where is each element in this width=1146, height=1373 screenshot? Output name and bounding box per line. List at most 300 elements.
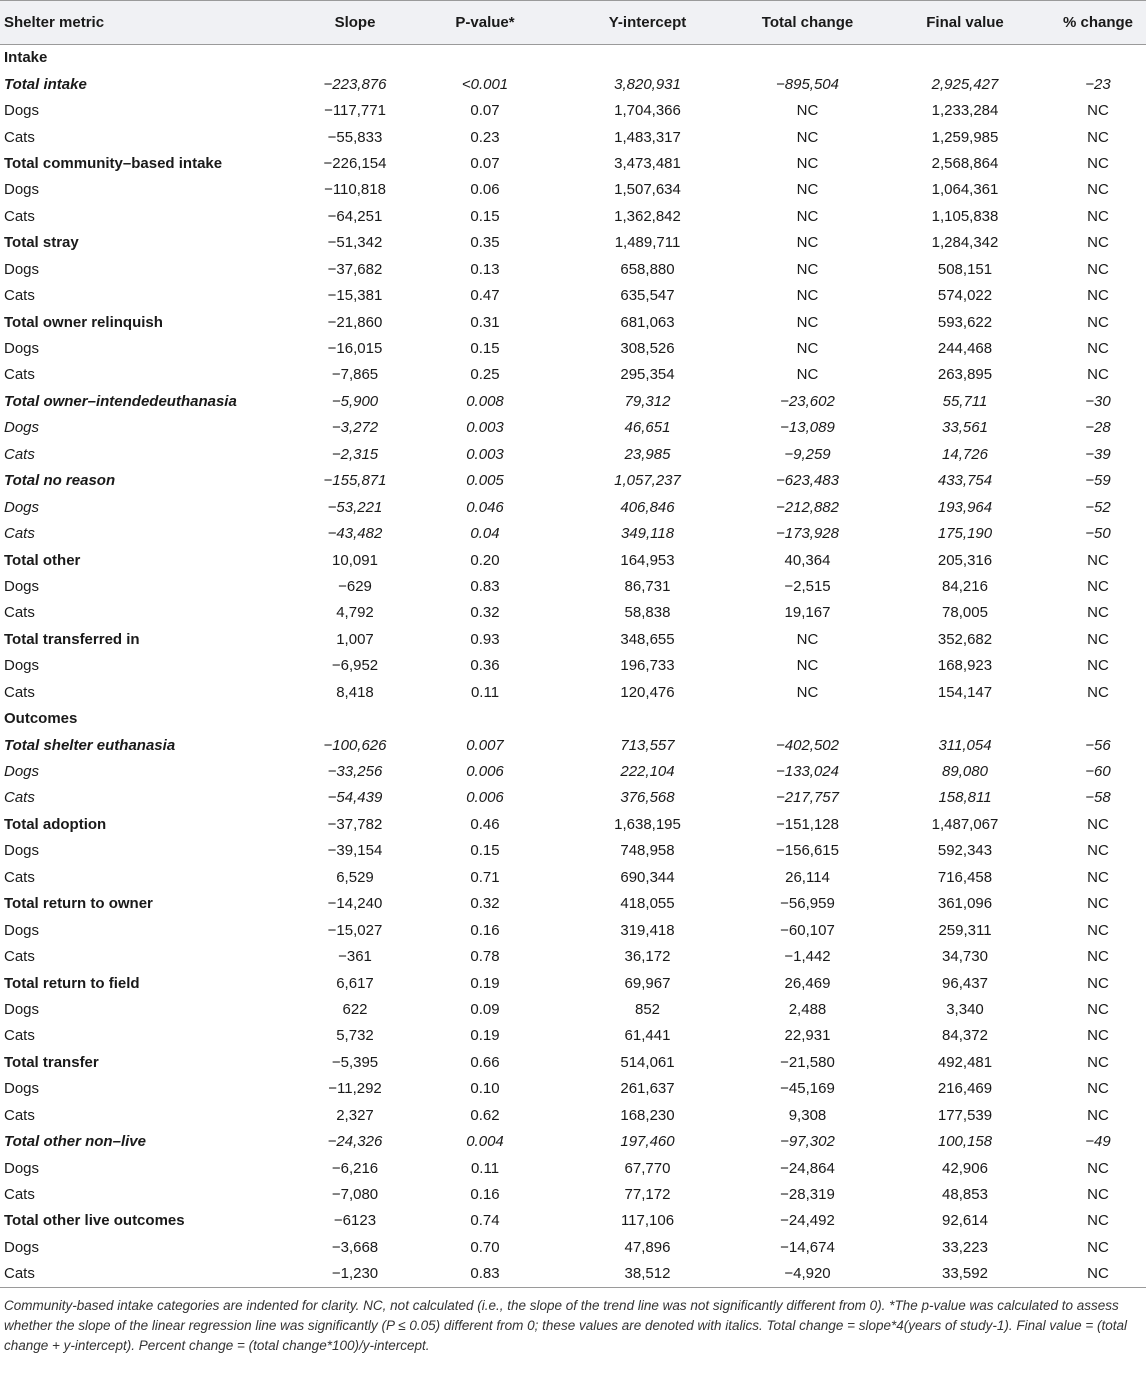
cell-slope: −15,381 [327, 287, 383, 305]
table-row [0, 1208, 1146, 1234]
cell-total-change: 26,469 [784, 974, 831, 992]
cell-metric: Dogs [4, 657, 40, 675]
cell-total-change: NC [796, 207, 819, 225]
table-row [0, 71, 1146, 97]
cell-p-value: 0.11 [470, 683, 500, 701]
cell-metric: Cats [4, 366, 35, 384]
cell-slope: −33,256 [327, 763, 383, 781]
cell-total-change: −156,615 [776, 842, 839, 860]
cell-metric: Cats [4, 789, 35, 807]
cell-percent-change: −49 [1085, 1133, 1111, 1151]
column-header-slope: Slope [334, 14, 376, 31]
table-row [0, 626, 1146, 652]
table-row [0, 177, 1146, 203]
cell-percent-change: −58 [1085, 789, 1111, 807]
cell-final-value: 1,284,342 [931, 234, 999, 252]
cell-slope [300, 45, 410, 71]
cell-p-value: 0.16 [470, 921, 500, 939]
cell-y-intercept: 38,512 [624, 1265, 671, 1283]
cell-p-value: 0.20 [470, 551, 500, 569]
cell-metric: Cats [4, 948, 35, 966]
cell-final-value: 14,726 [942, 445, 988, 463]
cell-p-value: 0.78 [470, 948, 500, 966]
cell-p-value: 0.004 [466, 1133, 504, 1151]
cell-slope: −226,154 [323, 154, 387, 172]
table-row [0, 573, 1146, 599]
cell-percent-change: −52 [1085, 498, 1111, 516]
table-row [0, 230, 1146, 256]
cell-y-intercept [560, 45, 735, 71]
cell-percent-change: NC [1087, 1159, 1109, 1177]
cell-slope: −6123 [333, 1212, 377, 1230]
table-row [0, 970, 1146, 996]
cell-p-value: 0.15 [470, 340, 500, 358]
cell-y-intercept: 86,731 [624, 577, 671, 595]
cell-total-change: −212,882 [776, 498, 839, 516]
table-row [0, 494, 1146, 520]
cell-percent-change: NC [1087, 683, 1109, 701]
cell-slope: −110,818 [324, 181, 386, 199]
cell-p-value: <0.001 [461, 75, 509, 93]
cell-p-value: 0.83 [470, 1265, 500, 1283]
cell-y-intercept: 1,638,195 [614, 815, 681, 833]
cell-slope: −5,900 [331, 392, 379, 410]
cell-percent-change: NC [1087, 260, 1109, 278]
cell-p-value: 0.16 [470, 1186, 500, 1204]
table-row [0, 1234, 1146, 1260]
column-header-y-intercept: Y-intercept [608, 14, 687, 31]
cell-p-value: 0.46 [470, 815, 500, 833]
cell-final-value: 592,343 [937, 842, 993, 860]
cell-slope: −629 [338, 577, 372, 595]
cell-p-value: 0.36 [470, 657, 500, 675]
cell-total-change: −13,089 [780, 419, 835, 437]
cell-p-value: 0.47 [470, 287, 500, 305]
cell-final-value: 244,468 [937, 340, 993, 358]
cell-total-change: −623,483 [776, 472, 839, 490]
cell-metric: Cats [4, 1186, 35, 1204]
cell-y-intercept: 58,838 [624, 604, 671, 622]
cell-metric: Dogs [4, 577, 40, 595]
cell-slope: −24,326 [327, 1133, 383, 1151]
cell-metric: Dogs [4, 921, 40, 939]
cell-slope: −15,027 [327, 921, 383, 939]
cell-final-value: 55,711 [942, 392, 988, 410]
cell-y-intercept: 748,958 [620, 842, 675, 860]
cell-total-change: −151,128 [776, 815, 839, 833]
cell-p-value: 0.62 [470, 1106, 500, 1124]
cell-slope: −5,395 [331, 1053, 379, 1071]
cell-percent-change: −39 [1085, 445, 1111, 463]
cell-metric: Dogs [4, 419, 40, 437]
table-row [0, 520, 1146, 546]
cell-percent-change: NC [1087, 128, 1109, 146]
cell-metric: Cats [4, 207, 35, 225]
cell-final-value: 1,064,361 [931, 181, 999, 199]
cell-total-change: −133,024 [776, 763, 839, 781]
cell-slope: −21,860 [327, 313, 383, 331]
table-row [0, 943, 1146, 969]
cell-slope: −54,439 [327, 789, 383, 807]
cell-metric: Dogs [4, 1080, 40, 1098]
cell-p-value: 0.04 [470, 525, 500, 543]
cell-percent-change [1050, 705, 1146, 731]
cell-total-change: −56,959 [780, 895, 835, 913]
cell-percent-change: NC [1087, 313, 1109, 331]
cell-slope: −37,782 [327, 815, 383, 833]
cell-total-change: 9,308 [788, 1106, 827, 1124]
cell-final-value: 84,216 [942, 577, 988, 595]
cell-final-value: 574,022 [937, 287, 993, 305]
cell-total-change: −97,302 [780, 1133, 835, 1151]
cell-y-intercept: 514,061 [620, 1053, 675, 1071]
cell-y-intercept: 222,104 [620, 763, 675, 781]
cell-percent-change: NC [1087, 577, 1109, 595]
cell-percent-change: NC [1087, 1027, 1109, 1045]
table-row [0, 996, 1146, 1022]
cell-total-change: 26,114 [785, 868, 830, 886]
cell-p-value: 0.11 [470, 1159, 500, 1177]
cell-total-change: −24,864 [780, 1159, 835, 1177]
cell-percent-change: NC [1087, 366, 1109, 384]
cell-p-value: 0.32 [470, 604, 500, 622]
cell-percent-change: NC [1087, 895, 1109, 913]
cell-percent-change: NC [1087, 1106, 1109, 1124]
table-row [0, 97, 1146, 123]
cell-metric: Total intake [4, 75, 87, 93]
cell-total-change: −21,580 [780, 1053, 835, 1071]
table-row [0, 415, 1146, 441]
cell-y-intercept: 79,312 [624, 392, 671, 410]
cell-metric: Total owner–intendedeuthanasia [4, 392, 237, 410]
cell-total-change: 19,167 [784, 604, 831, 622]
cell-final-value: 33,561 [942, 419, 988, 437]
cell-percent-change: NC [1087, 921, 1109, 939]
table-row [0, 1261, 1146, 1287]
cell-p-value: 0.13 [470, 260, 500, 278]
cell-final-value: 1,105,838 [931, 207, 999, 225]
cell-final-value: 3,340 [946, 1000, 984, 1018]
cell-total-change: −14,674 [780, 1238, 835, 1256]
cell-slope: −11,292 [328, 1080, 382, 1098]
cell-slope: 5,732 [336, 1027, 374, 1045]
cell-total-change: −60,107 [780, 921, 835, 939]
column-header-p-value: P-value* [455, 14, 515, 31]
cell-p-value: 0.15 [470, 842, 500, 860]
cell-total-change: NC [796, 630, 819, 648]
cell-metric: Total stray [4, 234, 79, 252]
cell-slope: −51,342 [327, 234, 383, 252]
table-row [0, 124, 1146, 150]
header-row [0, 1, 1146, 45]
cell-final-value: 33,592 [942, 1265, 988, 1283]
table-row [0, 1076, 1146, 1102]
cell-percent-change: −50 [1085, 525, 1111, 543]
cell-percent-change: NC [1087, 181, 1109, 199]
table-row [0, 1023, 1146, 1049]
table-body [0, 45, 1146, 1288]
column-header-total-change: Total change [761, 14, 854, 31]
cell-total-change: NC [796, 340, 819, 358]
cell-metric: Cats [4, 445, 35, 463]
cell-total-change: 2,488 [788, 1000, 827, 1018]
cell-percent-change: −56 [1085, 736, 1111, 754]
cell-percent-change: NC [1087, 604, 1109, 622]
cell-p-value: 0.32 [470, 895, 500, 913]
cell-metric: Cats [4, 525, 35, 543]
cell-p-value: 0.23 [470, 128, 500, 146]
table-row [0, 758, 1146, 784]
cell-y-intercept: 117,106 [620, 1212, 675, 1230]
cell-metric: Cats [4, 1106, 35, 1124]
cell-p-value: 0.71 [470, 868, 500, 886]
cell-total-change: −24,492 [780, 1212, 835, 1230]
cell-percent-change: −60 [1085, 763, 1111, 781]
cell-percent-change: NC [1087, 1238, 1109, 1256]
cell-y-intercept: 376,568 [620, 789, 675, 807]
cell-percent-change: NC [1087, 551, 1109, 569]
cell-final-value: 168,923 [937, 657, 993, 675]
cell-p-value: 0.19 [470, 974, 500, 992]
cell-slope: −16,015 [327, 340, 383, 358]
table-row [0, 1128, 1146, 1154]
cell-y-intercept: 3,820,931 [614, 75, 681, 93]
cell-metric: Total other non–live [4, 1133, 146, 1151]
cell-y-intercept: 1,489,711 [614, 234, 681, 252]
cell-slope: −55,833 [327, 128, 383, 146]
cell-metric: Dogs [4, 1000, 40, 1018]
cell-p-value [410, 705, 560, 731]
cell-final-value: 1,487,067 [931, 815, 999, 833]
cell-final-value: 48,853 [942, 1186, 988, 1204]
cell-y-intercept: 36,172 [624, 948, 671, 966]
cell-final-value: 2,568,864 [931, 154, 999, 172]
cell-y-intercept: 120,476 [620, 683, 675, 701]
cell-percent-change: NC [1087, 657, 1109, 675]
cell-p-value: 0.006 [466, 763, 504, 781]
cell-percent-change: NC [1087, 815, 1109, 833]
cell-final-value [880, 705, 1050, 731]
cell-slope: 8,418 [336, 683, 374, 701]
cell-metric: Cats [4, 683, 35, 701]
cell-y-intercept: 1,362,842 [614, 207, 681, 225]
cell-final-value: 205,316 [937, 551, 993, 569]
cell-slope: 6,617 [336, 974, 374, 992]
column-header-percent-change: % change [1062, 14, 1134, 31]
cell-total-change: −402,502 [776, 736, 839, 754]
cell-p-value: 0.19 [470, 1027, 500, 1045]
table-row [0, 864, 1146, 890]
cell-metric: Total no reason [4, 472, 116, 490]
cell-total-change: NC [796, 313, 819, 331]
cell-final-value: 34,730 [942, 948, 988, 966]
cell-metric: Dogs [4, 498, 40, 516]
column-header-final-value: Final value [926, 14, 1004, 31]
cell-y-intercept: 3,473,481 [614, 154, 681, 172]
cell-slope: −3,668 [331, 1238, 379, 1256]
cell-final-value: 92,614 [942, 1212, 988, 1230]
cell-slope: 2,327 [336, 1106, 374, 1124]
cell-total-change: −1,442 [784, 948, 831, 966]
table-row [0, 309, 1146, 335]
cell-percent-change: −30 [1085, 392, 1111, 410]
cell-y-intercept: 196,733 [620, 657, 675, 675]
cell-y-intercept: 69,967 [624, 974, 671, 992]
cell-y-intercept [560, 705, 735, 731]
cell-y-intercept: 308,526 [620, 340, 675, 358]
cell-p-value: 0.66 [470, 1053, 500, 1071]
cell-slope: −39,154 [327, 842, 383, 860]
cell-slope: −43,482 [327, 525, 383, 543]
table-row [0, 335, 1146, 361]
cell-final-value: 158,811 [938, 789, 992, 807]
cell-slope: −37,682 [327, 260, 383, 278]
cell-total-change: NC [796, 128, 819, 146]
cell-y-intercept: 1,507,634 [614, 181, 681, 199]
cell-slope: −7,865 [331, 366, 379, 384]
cell-metric: Dogs [4, 102, 40, 120]
cell-metric: Total return to field [4, 974, 140, 992]
cell-y-intercept: 852 [634, 1000, 661, 1018]
table-row [0, 653, 1146, 679]
table-row [0, 1049, 1146, 1075]
table-row [0, 547, 1146, 573]
table-row [0, 468, 1146, 494]
cell-p-value: 0.09 [470, 1000, 500, 1018]
cell-p-value [410, 45, 560, 71]
cell-slope: −2,315 [331, 445, 379, 463]
cell-percent-change: NC [1087, 948, 1109, 966]
cell-metric: Total return to owner [4, 895, 153, 913]
table-row [0, 441, 1146, 467]
cell-slope: −53,221 [327, 498, 383, 516]
table-row [0, 256, 1146, 282]
cell-metric: Dogs [4, 842, 40, 860]
cell-total-change: NC [796, 287, 819, 305]
cell-metric: Dogs [4, 181, 40, 199]
table-row [0, 600, 1146, 626]
table-row [0, 679, 1146, 705]
cell-p-value: 0.003 [466, 445, 504, 463]
cell-y-intercept: 23,985 [624, 445, 671, 463]
cell-final-value [880, 45, 1050, 71]
cell-percent-change: NC [1087, 842, 1109, 860]
cell-p-value: 0.35 [470, 234, 500, 252]
cell-final-value: 508,151 [937, 260, 993, 278]
cell-final-value: 84,372 [942, 1027, 988, 1045]
cell-total-change: −217,757 [776, 789, 839, 807]
cell-y-intercept: 1,483,317 [614, 128, 681, 146]
cell-total-change: NC [796, 181, 819, 199]
cell-final-value: 89,080 [942, 763, 988, 781]
cell-y-intercept: 681,063 [620, 313, 675, 331]
cell-y-intercept: 197,460 [620, 1133, 675, 1151]
cell-total-change: NC [796, 260, 819, 278]
cell-y-intercept: 261,637 [620, 1080, 675, 1098]
cell-metric: Total other [4, 551, 81, 569]
cell-slope: −7,080 [331, 1186, 379, 1204]
table-row [0, 838, 1146, 864]
cell-y-intercept: 319,418 [620, 921, 675, 939]
cell-percent-change: −23 [1085, 75, 1111, 93]
cell-slope: −117,771 [324, 102, 386, 120]
cell-final-value: 1,259,985 [931, 128, 999, 146]
cell-total-change: −45,169 [780, 1080, 835, 1098]
cell-final-value: 78,005 [942, 604, 988, 622]
cell-p-value: 0.93 [470, 630, 500, 648]
cell-total-change [735, 705, 880, 731]
cell-percent-change: NC [1087, 1186, 1109, 1204]
cell-y-intercept: 348,655 [620, 630, 675, 648]
cell-p-value: 0.70 [470, 1238, 500, 1256]
cell-metric: Cats [4, 1027, 35, 1045]
cell-total-change [735, 45, 880, 71]
cell-total-change: NC [796, 102, 819, 120]
cell-total-change: NC [796, 683, 819, 701]
table-row [0, 785, 1146, 811]
cell-final-value: 352,682 [937, 630, 993, 648]
cell-total-change: −23,602 [780, 392, 835, 410]
cell-p-value: 0.15 [470, 207, 500, 225]
cell-total-change: −9,259 [784, 445, 831, 463]
cell-total-change: NC [796, 657, 819, 675]
table-row [0, 811, 1146, 837]
cell-total-change: 22,931 [784, 1027, 831, 1045]
cell-p-value: 0.07 [470, 102, 500, 120]
table-row [0, 1102, 1146, 1128]
cell-y-intercept: 168,230 [620, 1106, 675, 1124]
cell-percent-change: −59 [1085, 472, 1111, 490]
cell-percent-change: NC [1087, 154, 1109, 172]
cell-percent-change: NC [1087, 102, 1109, 120]
cell-y-intercept: 1,057,237 [614, 472, 681, 490]
cell-y-intercept: 77,172 [624, 1186, 671, 1204]
cell-p-value: 0.046 [466, 498, 504, 516]
cell-p-value: 0.10 [470, 1080, 500, 1098]
cell-slope: −1,230 [331, 1265, 379, 1283]
cell-slope: −155,871 [323, 472, 387, 490]
cell-metric: Total other live outcomes [4, 1212, 185, 1230]
cell-slope: −14,240 [327, 895, 383, 913]
cell-percent-change [1050, 45, 1146, 71]
cell-final-value: 100,158 [937, 1133, 993, 1151]
cell-y-intercept: 164,953 [620, 551, 675, 569]
section-row [0, 705, 1146, 731]
cell-slope: 4,792 [336, 604, 374, 622]
cell-slope: 10,091 [332, 551, 378, 569]
cell-y-intercept: 690,344 [620, 868, 675, 886]
table-row [0, 891, 1146, 917]
cell-y-intercept: 1,704,366 [614, 102, 681, 120]
cell-slope: −223,876 [323, 75, 387, 93]
cell-y-intercept: 67,770 [624, 1159, 671, 1177]
cell-percent-change: NC [1087, 1053, 1109, 1071]
table-row [0, 203, 1146, 229]
table-row [0, 388, 1146, 414]
cell-final-value: 33,223 [942, 1238, 988, 1256]
column-header-shelter-metric: Shelter metric [4, 14, 105, 31]
cell-metric: Dogs [4, 1238, 40, 1256]
cell-final-value: 175,190 [937, 525, 993, 543]
cell-slope: −100,626 [323, 736, 387, 754]
cell-percent-change: NC [1087, 1000, 1109, 1018]
cell-metric: Dogs [4, 763, 40, 781]
cell-total-change: NC [796, 234, 819, 252]
cell-metric: Cats [4, 604, 35, 622]
cell-total-change: −2,515 [784, 577, 831, 595]
table-row [0, 150, 1146, 176]
cell-total-change: −895,504 [776, 75, 839, 93]
